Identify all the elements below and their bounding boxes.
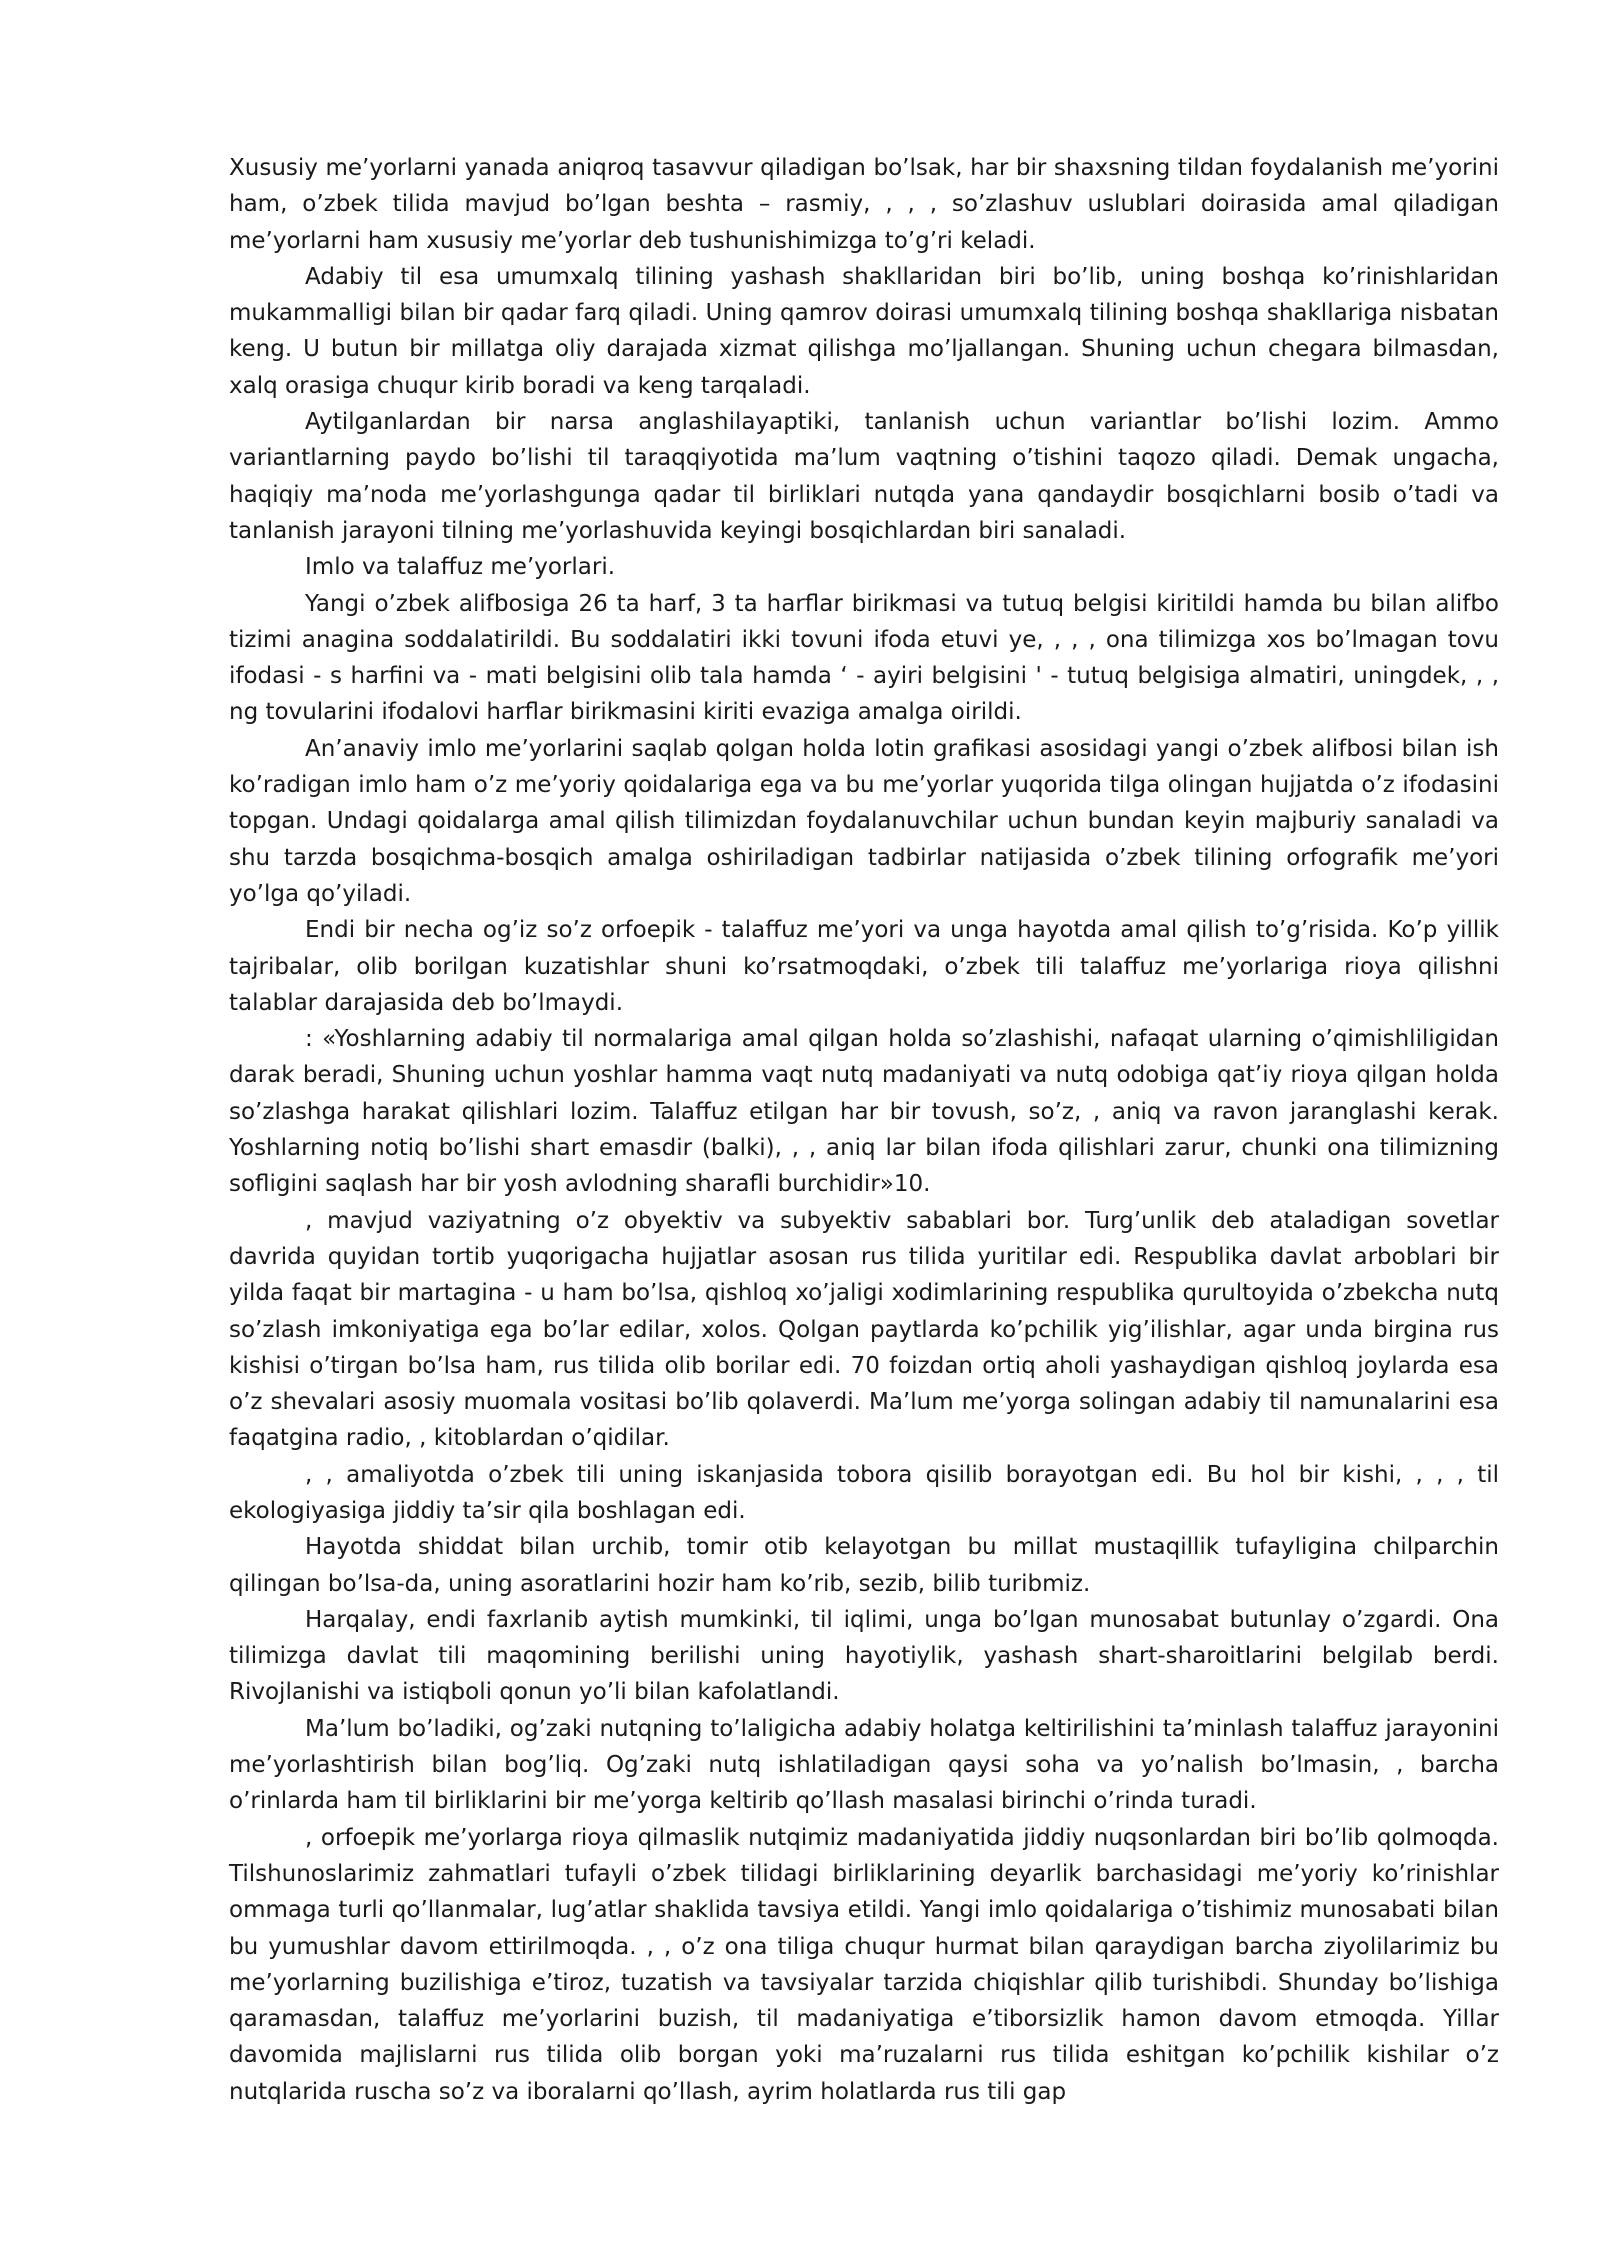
document-page bbox=[229, 150, 1499, 2110]
paragraph: Adabiy til esa umumxalq tilining yashash shakllaridan biri bo’lib, uning boshqa ko’rinishlaridan mukammalligi bilan bir qadar farq qiladi. Uning qamrov doirasi umumxalq tilining boshqa shakllariga nisbatan keng. U butun bir millatga oliy darajada xizmat qilishga mo’ljallangan. Shuning uchun chegara bilmasdan, xalq orasiga chuqur kirib boradi va keng tarqaladi. bbox=[229, 263, 1499, 399]
paragraph: Xususiy me’yorlarni yanada aniqroq tasavvur qiladigan bo’lsak, har bir shaxsning tildan foydalanish me’yorini ham, o’zbek tilida mavjud bo’lgan beshta – rasmiy, , , , so’zlashuv uslublari doirasida amal qiladigan me’yorlarni ham xususiy me’yorlar deb tushunishimizga to’g’ri keladi. bbox=[229, 155, 1499, 254]
paragraph: Aytilganlardan bir narsa anglashilayaptiki, tanlanish uchun variantlar bo’lishi lozim. Ammo variantlarning paydo bo’lishi til taraqqiyotida ma’lum vaqtning o’tishini taqozo qiladi. Demak ungacha, haqiqiy ma’noda me’yorlashgunga qadar til birliklari nutqda yana qandaydir bosqichlarni bosib o’tadi va tanlanish jarayoni tilning me’yorlashuvida keyingi bosqichlardan biri sanaladi. bbox=[229, 409, 1499, 544]
paragraph: , , amaliyotda o’zbek tili uning iskanjasida tobora qisilib borayotgan edi. Bu hol bir kishi, , , , til ekologiyasiga jiddiy ta’sir qila boshlagan edi. bbox=[229, 1461, 1499, 1524]
quote-paragraph: : «Yoshlarning adabiy til normalariga amal qilgan holda so’zlashishi, nafaqat ularning o’qimishliligidan darak beradi, Shuning uchun yoshlar hamma vaqt nutq madaniyati va nutq odobiga qat’iy rioya qilgan holda so’zlashga harakat qilishlari lozim. Talaffuz etilgan har bir tovush, so’z, , aniq va ravon jaranglashi kerak. Yoshlarning notiq bo’lishi shart emasdir (balki), , , aniq lar bilan ifoda qilishlari zarur, chunki ona tilimizning sofligini saqlash har bir yosh avlodning sharafli burchidir»10. bbox=[229, 1026, 1499, 1198]
paragraph: An’anaviy imlo me’yorlarini saqlab qolgan holda lotin grafikasi asosidagi yangi o’zbek alifbosi bilan ish ko’radigan imlo ham o’z me’yoriy qoidalariga ega va bu me’yorlar yuqorida tilga olingan hujjatda o’z ifodasini topgan. Undagi qoidalarga amal qilish tilimizdan foydalanuvchilar uchun bundan keyin majburiy sanaladi va shu tarzda bosqichma-bosqich amalga oshiriladigan tadbirlar natijasida o’zbek tilining orfografik me’yori yo’lga qo’yiladi. bbox=[229, 735, 1499, 907]
paragraph: Ma’lum bo’ladiki, og’zaki nutqning to’laligicha adabiy holatga keltirilishini ta’minlash talaffuz jarayonini me’yorlashtirish bilan bog’liq. Og’zaki nutq ishlatiladigan qaysi soha va yo’nalish bo’lmasin, , barcha o’rinlarda ham til birliklarini bir me’yorga keltirib qo’llash masalasi birinchi o’rinda turadi. bbox=[229, 1715, 1499, 1815]
paragraph: , mavjud vaziyatning o’z obyektiv va subyektiv sabablari bor. Turg’unlik deb ataladigan sovetlar davrida quyidan tortib yuqorigacha hujjatlar asosan rus tilida yuritilar edi. Respublika davlat arboblari bir yilda faqat bir martagina - u ham bo’lsa, qishloq xo’jaligi xodimlarining respublika qurultoyida o’zbekcha nutq so’zlash imkoniyatiga ega bo’lar edilar, xolos. Qolgan paytlarda ko’pchilik yig’ilishlar, agar unda birgina rus kishisi o’tirgan bo’lsa ham, rus tilida olib borilar edi. 70 foizdan ortiq aholi yashaydigan qishloq joylarda esa o’z shevalari asosiy muomala vositasi bo’lib qolaverdi. Ma’lum me’yorga solingan adabiy til namunalarini esa faqatgina radio, , kitoblardan o’qidilar. bbox=[229, 1207, 1499, 1452]
section-heading: Imlo va talaffuz me’yorlari. bbox=[305, 554, 616, 581]
paragraph: Yangi o’zbek alifbosiga 26 ta harf, 3 ta harflar birikmasi va tutuq belgisi kiritildi hamda bu bilan alifbo tizimi anagina soddalatirildi. Bu soddalatiri ikki tovuni ifoda etuvi ye, , , , ona tilimizga xos bo’lmagan tovu ifodasi - s harfini va - mati belgisini olib tala hamda ‘ - ayiri belgisini ' - tutuq belgisiga almatiri, uningdek, , , ng tovularini ifodalovi harflar birikmasini kiriti evaziga amalga oirildi. bbox=[229, 590, 1499, 726]
paragraph: Hayotda shiddat bilan urchib, tomir otib kelayotgan bu millat mustaqillik tufayligina chilparchin qilingan bo’lsa-da, uning asoratlarini hozir ham ko’rib, sezib, bilib turibmiz. bbox=[229, 1534, 1499, 1597]
paragraph: Endi bir necha og’iz so’z orfoepik - talaffuz me’yori va unga hayotda amal qilish to’g’risida. Ko’p yillik tajribalar, olib borilgan kuzatishlar shuni ko’rsatmoqdaki, o’zbek tili talaffuz me’yorlariga rioya qilishni talablar darajasida deb bo’lmaydi. bbox=[229, 917, 1499, 1016]
paragraph: Harqalay, endi faxrlanib aytish mumkinki, til iqlimi, unga bo’lgan munosabat butunlay o’zgardi. Ona tilimizga davlat tili maqomining berilishi uning hayotiylik, yashash shart-sharoitlarini belgilab berdi. Rivojlanishi va istiqboli qonun yo’li bilan kafolatlandi. bbox=[229, 1606, 1499, 1706]
paragraph: , orfoepik me’yorlarga rioya qilmaslik nutqimiz madaniyatida jiddiy nuqsonlardan biri bo’lib qolmoqda. Tilshunoslarimiz zahmatlari tufayli o’zbek tilidagi birliklarining deyarlik barchasidagi me’yoriy ko’rinishlar ommaga turli qo’llanmalar, lug’atlar shaklida tavsiya etildi. Yangi imlo qoidalariga o’tishimiz munosabati bilan bu yumushlar davom ettirilmoqda. , , o’z ona tiliga chuqur hurmat bilan qaraydigan barcha ziyolilarimiz bu me’yorlarning buzilishiga e’tiroz, tuzatish va tavsiyalar tarzida chiqishlar qilib turishibdi. Shunday bo’lishiga qaramasdan, talaffuz me’yorlarini buzish, til madaniyatiga e’tiborsizlik hamon davom etmoqda. Yillar davomida majlislarni rus tilida olib borgan yoki ma’ruzalarni rus tilida eshitgan ko’pchilik kishilar o’z nutqlarida ruscha so’z va iboralarni qo’llash, ayrim holatlarda rus tili gap bbox=[229, 1824, 1499, 2105]
